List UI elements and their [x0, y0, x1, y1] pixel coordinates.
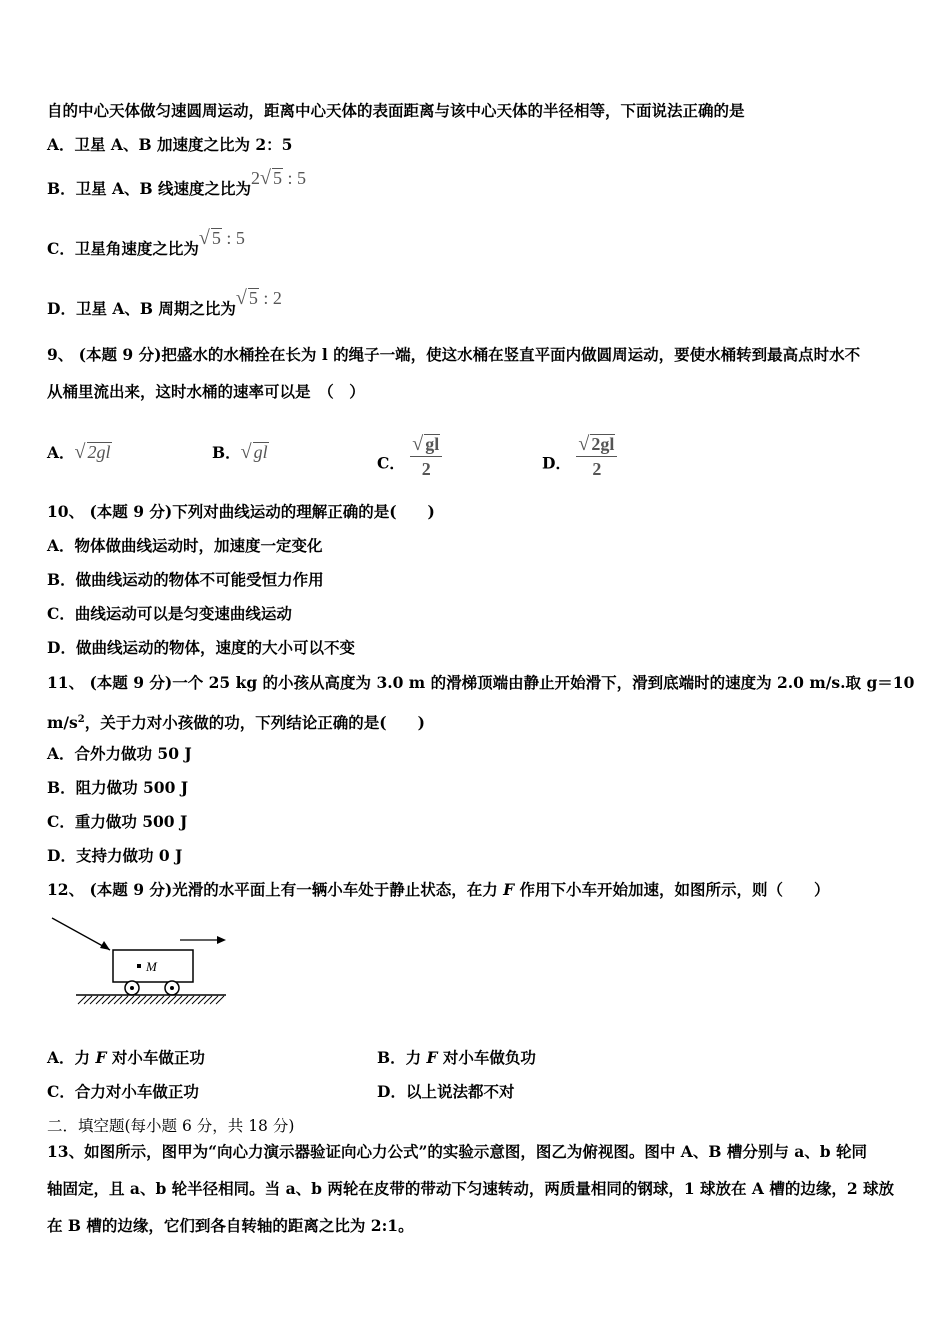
- unit-exponent: 2: [77, 714, 85, 725]
- sqrt-icon: √: [412, 433, 424, 455]
- math-tail: : 5: [226, 228, 245, 248]
- math-radicand: gl: [253, 442, 268, 462]
- sqrt-icon: √: [260, 167, 272, 189]
- sqrt-icon: √: [198, 227, 210, 249]
- stem-text: ，关于力对小孩做的功，下列结论正确的是( ): [84, 713, 425, 733]
- option-text: 合力对小车做正功: [74, 1082, 199, 1101]
- option-label: D．: [377, 1082, 406, 1101]
- math-expression: [251, 168, 306, 188]
- math-radicand: gl: [425, 434, 440, 454]
- option-label: A．: [47, 135, 75, 154]
- q8-option-d: [47, 287, 282, 319]
- option-text: 对小车做正功: [106, 1048, 205, 1067]
- q12-option-a: [47, 1048, 205, 1068]
- option-text: 卫星 A、B 加速度之比为 2：5: [74, 135, 293, 154]
- option-label: B．: [47, 179, 76, 198]
- sqrt-icon: √: [235, 287, 247, 309]
- force-symbol: F: [503, 880, 515, 899]
- sqrt-icon: √: [74, 441, 86, 463]
- fraction-numerator: [576, 434, 617, 457]
- math-radicand: 5: [248, 288, 258, 308]
- wheel-hub-right: [170, 986, 174, 990]
- option-text: 阻力做功 500 J: [75, 778, 189, 797]
- option-text: 力: [405, 1048, 427, 1067]
- q10-option-d: [47, 638, 355, 658]
- cart-diagram: [48, 912, 233, 1012]
- option-text: 卫星角速度之比为: [74, 239, 199, 258]
- q13-stem-line1: 13、如图所示，图甲为“向心力演示器验证向心力公式”的实验示意图，图乙为俯视图。图中 A、B 槽分别与 a、b 轮同: [47, 1142, 867, 1161]
- force-arrow-line: [52, 918, 110, 950]
- q9-stem-line2: 从桶里流出来，这时水桶的速率可以是 （ ）: [47, 382, 365, 401]
- option-label: D．: [47, 846, 76, 865]
- stem-text: 12、 (本题 9 分)光滑的水平面上有一辆小车处于静止状态，在力: [47, 880, 504, 899]
- q11-option-c: [47, 812, 187, 832]
- option-text: 卫星 A、B 线速度之比为: [75, 179, 252, 198]
- sqrt-icon: √: [578, 433, 590, 455]
- q8-option-a: [47, 135, 292, 155]
- unit-text: m/s: [47, 713, 78, 733]
- option-label: C．: [47, 239, 75, 258]
- option-text: 支持力做功 0 J: [75, 846, 183, 865]
- q12-option-c: [47, 1082, 199, 1102]
- option-label: D．: [542, 453, 571, 473]
- q11-option-a: [47, 744, 192, 764]
- option-label: B．: [377, 1048, 406, 1067]
- q9-option-a: [47, 442, 112, 463]
- q11-option-d: [47, 846, 182, 866]
- option-label: B．: [47, 778, 76, 797]
- option-label: C．: [377, 453, 405, 473]
- q11-stem-line1: 11、 (本题 9 分)一个 25 kg 的小孩从高度为 3.0 m 的滑梯顶端由静止开始滑下，滑到底端时的速度为 2.0 m/s.取 g＝10: [47, 673, 915, 692]
- math-expression: [75, 442, 112, 462]
- math-tail: : 2: [263, 288, 282, 308]
- option-text: 力: [74, 1048, 96, 1067]
- q12-option-d: [377, 1082, 514, 1102]
- option-text: 对小车做负功: [437, 1048, 536, 1067]
- math-radicand: 5: [211, 228, 221, 248]
- q13-stem-line2: 轴固定，且 a、b 轮半径相同。当 a、b 两轮在皮带的带动下匀速转动，两质量相同的钢球，1 球放在 A 槽的边缘，2 球放: [47, 1179, 895, 1198]
- q8-option-b: [47, 167, 307, 199]
- q12-stem: [47, 880, 830, 900]
- stem-text: 作用下小车开始加速，如图所示，则（ ）: [514, 880, 830, 899]
- math-expression: [236, 288, 282, 308]
- math-radicand: 2gl: [591, 434, 615, 454]
- math-coef: 2: [251, 168, 261, 188]
- fraction-numerator: [410, 434, 442, 457]
- option-label: B．: [47, 570, 76, 589]
- option-label: A．: [47, 443, 75, 462]
- q8-option-c: [47, 227, 245, 259]
- force-symbol: F: [95, 1048, 107, 1067]
- q9-option-b: [212, 442, 269, 463]
- option-label: A．: [47, 1048, 75, 1067]
- option-text: 合外力做功 50 J: [74, 744, 192, 763]
- option-label: C．: [47, 1082, 75, 1101]
- option-label: D．: [47, 299, 76, 318]
- fraction-denominator: 2: [592, 459, 602, 479]
- force-symbol: F: [426, 1048, 438, 1067]
- math-tail: : 5: [287, 168, 307, 188]
- force-arrow-head-icon: [100, 941, 110, 950]
- math-expression: [241, 442, 269, 462]
- math-fraction: [576, 434, 617, 479]
- fraction-denominator: 2: [421, 459, 431, 479]
- option-label: A．: [47, 744, 75, 763]
- cart-figure: [48, 912, 233, 1012]
- math-radicand: 5: [273, 168, 283, 188]
- q12-option-b: [377, 1048, 536, 1068]
- option-text: 重力做功 500 J: [74, 812, 188, 831]
- option-label: B．: [212, 443, 241, 462]
- option-label: C．: [47, 812, 75, 831]
- cart-mass-label: M: [146, 959, 157, 974]
- q11-option-b: [47, 778, 188, 798]
- motion-arrow-head-icon: [217, 936, 226, 944]
- option-label: D．: [47, 638, 76, 657]
- q10-option-a: [47, 536, 323, 556]
- q9-stem-line1: 9、 (本题 9 分)把盛水的水桶拴在长为 l 的绳子一端，使这水桶在竖直平面内做圆周运动，要使水桶转到最高点时水不: [47, 345, 861, 364]
- math-expression: [199, 228, 245, 248]
- math-fraction: [410, 434, 442, 479]
- option-text: 做曲线运动的物体不可能受恒力作用: [75, 570, 324, 589]
- ground-hatching: [78, 996, 224, 1004]
- option-label: C．: [47, 604, 75, 623]
- q11-stem-line2: [47, 710, 425, 733]
- q10-stem: 10、 (本题 9 分)下列对曲线运动的理解正确的是( ): [47, 502, 435, 521]
- wheel-hub-left: [130, 986, 134, 990]
- option-text: 以上说法都不对: [405, 1082, 515, 1101]
- option-text: 物体做曲线运动时，加速度一定变化: [74, 536, 323, 555]
- q13-stem-line3: 在 B 槽的边缘，它们到各自转轴的距离之比为 2:1。: [47, 1216, 414, 1235]
- option-text: 做曲线运动的物体，速度的大小可以不变: [75, 638, 355, 657]
- q9-option-d: [542, 433, 617, 487]
- sqrt-icon: √: [240, 441, 252, 463]
- q8-intro: 自的中心天体做匀速圆周运动，距离中心天体的表面距离与该中心天体的半径相等，下面说法正确的是: [47, 101, 745, 120]
- q10-option-c: [47, 604, 292, 624]
- math-radicand: 2gl: [87, 442, 111, 462]
- center-of-mass-dot: [137, 964, 141, 968]
- option-text: 曲线运动可以是匀变速曲线运动: [74, 604, 292, 623]
- option-text: 卫星 A、B 周期之比为: [75, 299, 236, 318]
- q9-option-c: [377, 433, 442, 487]
- q10-option-b: [47, 570, 324, 590]
- section-heading: 二．填空题(每小题 6 分，共 18 分): [47, 1117, 295, 1135]
- option-label: A．: [47, 536, 75, 555]
